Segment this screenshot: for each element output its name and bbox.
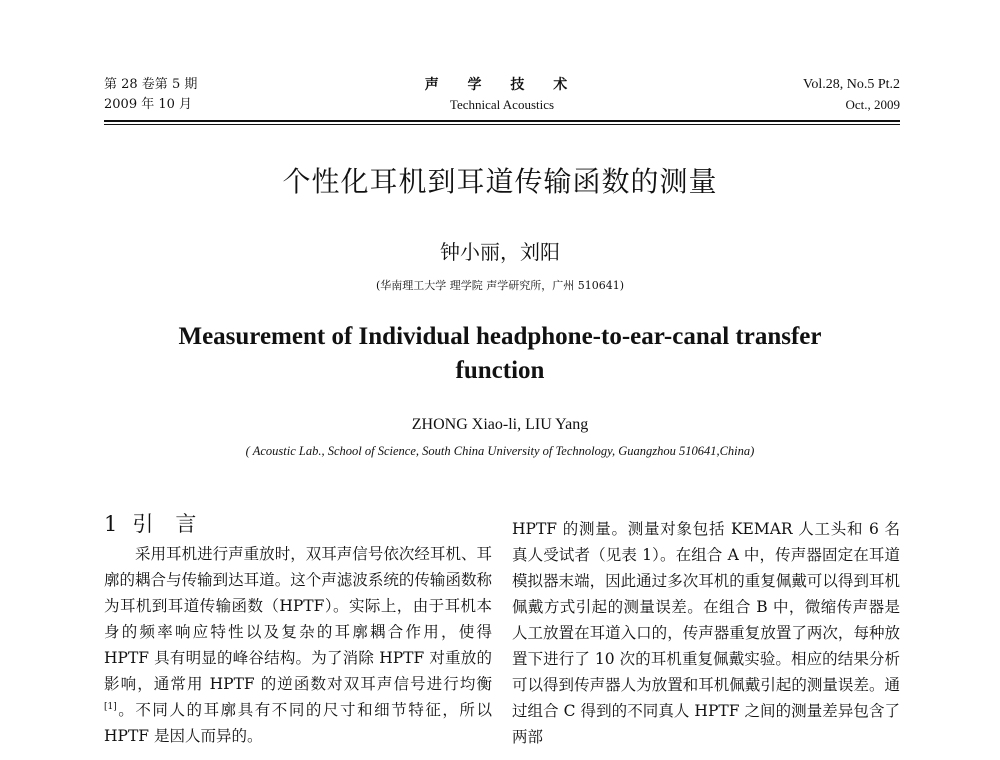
intro-text-before-ref: 采用耳机进行声重放时，双耳声信号依次经耳机、耳廓的耦合与传输到达耳道。这个声滤波系统的传输函数称为耳机到耳道传输函数（HPTF）。实际上，由于耳机本身的频率响应特性以及复杂的耳廓耦合作用，使得 HPTF 具有明显的峰谷结构。为了消除 HPTF 对重放的影响，通常用 HPTF 的逆函数对双耳声信号进行均衡 (104, 545, 492, 693)
date-en: Oct., 2009 (845, 97, 900, 112)
section-title: 引言 (132, 512, 219, 536)
paper-title-en: Measurement of Individual headphone-to-ear-canal transfer function (178, 323, 822, 384)
date-zh: 2009 年 10 月 (104, 97, 193, 112)
volume-issue-zh: 第 28 卷第 5 期 (104, 77, 198, 92)
paper-title-zh: 个性化耳机到耳道传输函数的测量 (282, 165, 718, 198)
header-rule-thin (104, 124, 900, 125)
running-header (104, 66, 900, 124)
method-paragraph: HPTF 的测量。测量对象包括 KEMAR 人工头和 6 名真人受试者（见表 1）。在组合 A 中，传声器固定在耳道模拟器末端，因此通过多次耳机的重复佩戴可以得到耳机佩戴方式引起的测量误差。在组合 B 中，微缩传声器是人工放置在耳道入口的，传声器重复放置了两次，每种放置下进行了 10 次的耳机重复佩戴实验。相应的结果分析可以得到传声器人为放置和耳机佩戴引起的测量误差。通过组合 C 得到的不同真人 HPTF 之间的测量差异包含了两部 (512, 520, 900, 746)
authors-zh: 钟小丽，刘阳 (440, 240, 560, 264)
journal-name-zh: 声 学 技 术 (424, 77, 580, 93)
citation-ref: [1] (104, 701, 117, 712)
section-number: 1 (104, 512, 119, 536)
journal-name-en: Technical Acoustics (449, 97, 555, 112)
affiliation-zh: (华南理工大学 理学院 声学研究所，广州 510641) (375, 279, 625, 292)
affiliation-en: ( Acoustic Lab., School of Science, South China University of Technology, Guangzhou 510641,China) (245, 444, 755, 458)
section-heading (104, 508, 218, 538)
volume-issue-en: Vol.28, No.5 Pt.2 (803, 77, 900, 92)
intro-text-after-ref: 。不同人的耳廓具有不同的尺寸和细节特征，所以 HPTF 是因人而异的。 (104, 701, 492, 745)
left-column (104, 541, 492, 749)
intro-paragraph (104, 541, 492, 749)
header-rule-thick (104, 120, 900, 122)
right-column (512, 516, 900, 750)
authors-en: ZHONG Xiao-li, LIU Yang (411, 416, 589, 433)
